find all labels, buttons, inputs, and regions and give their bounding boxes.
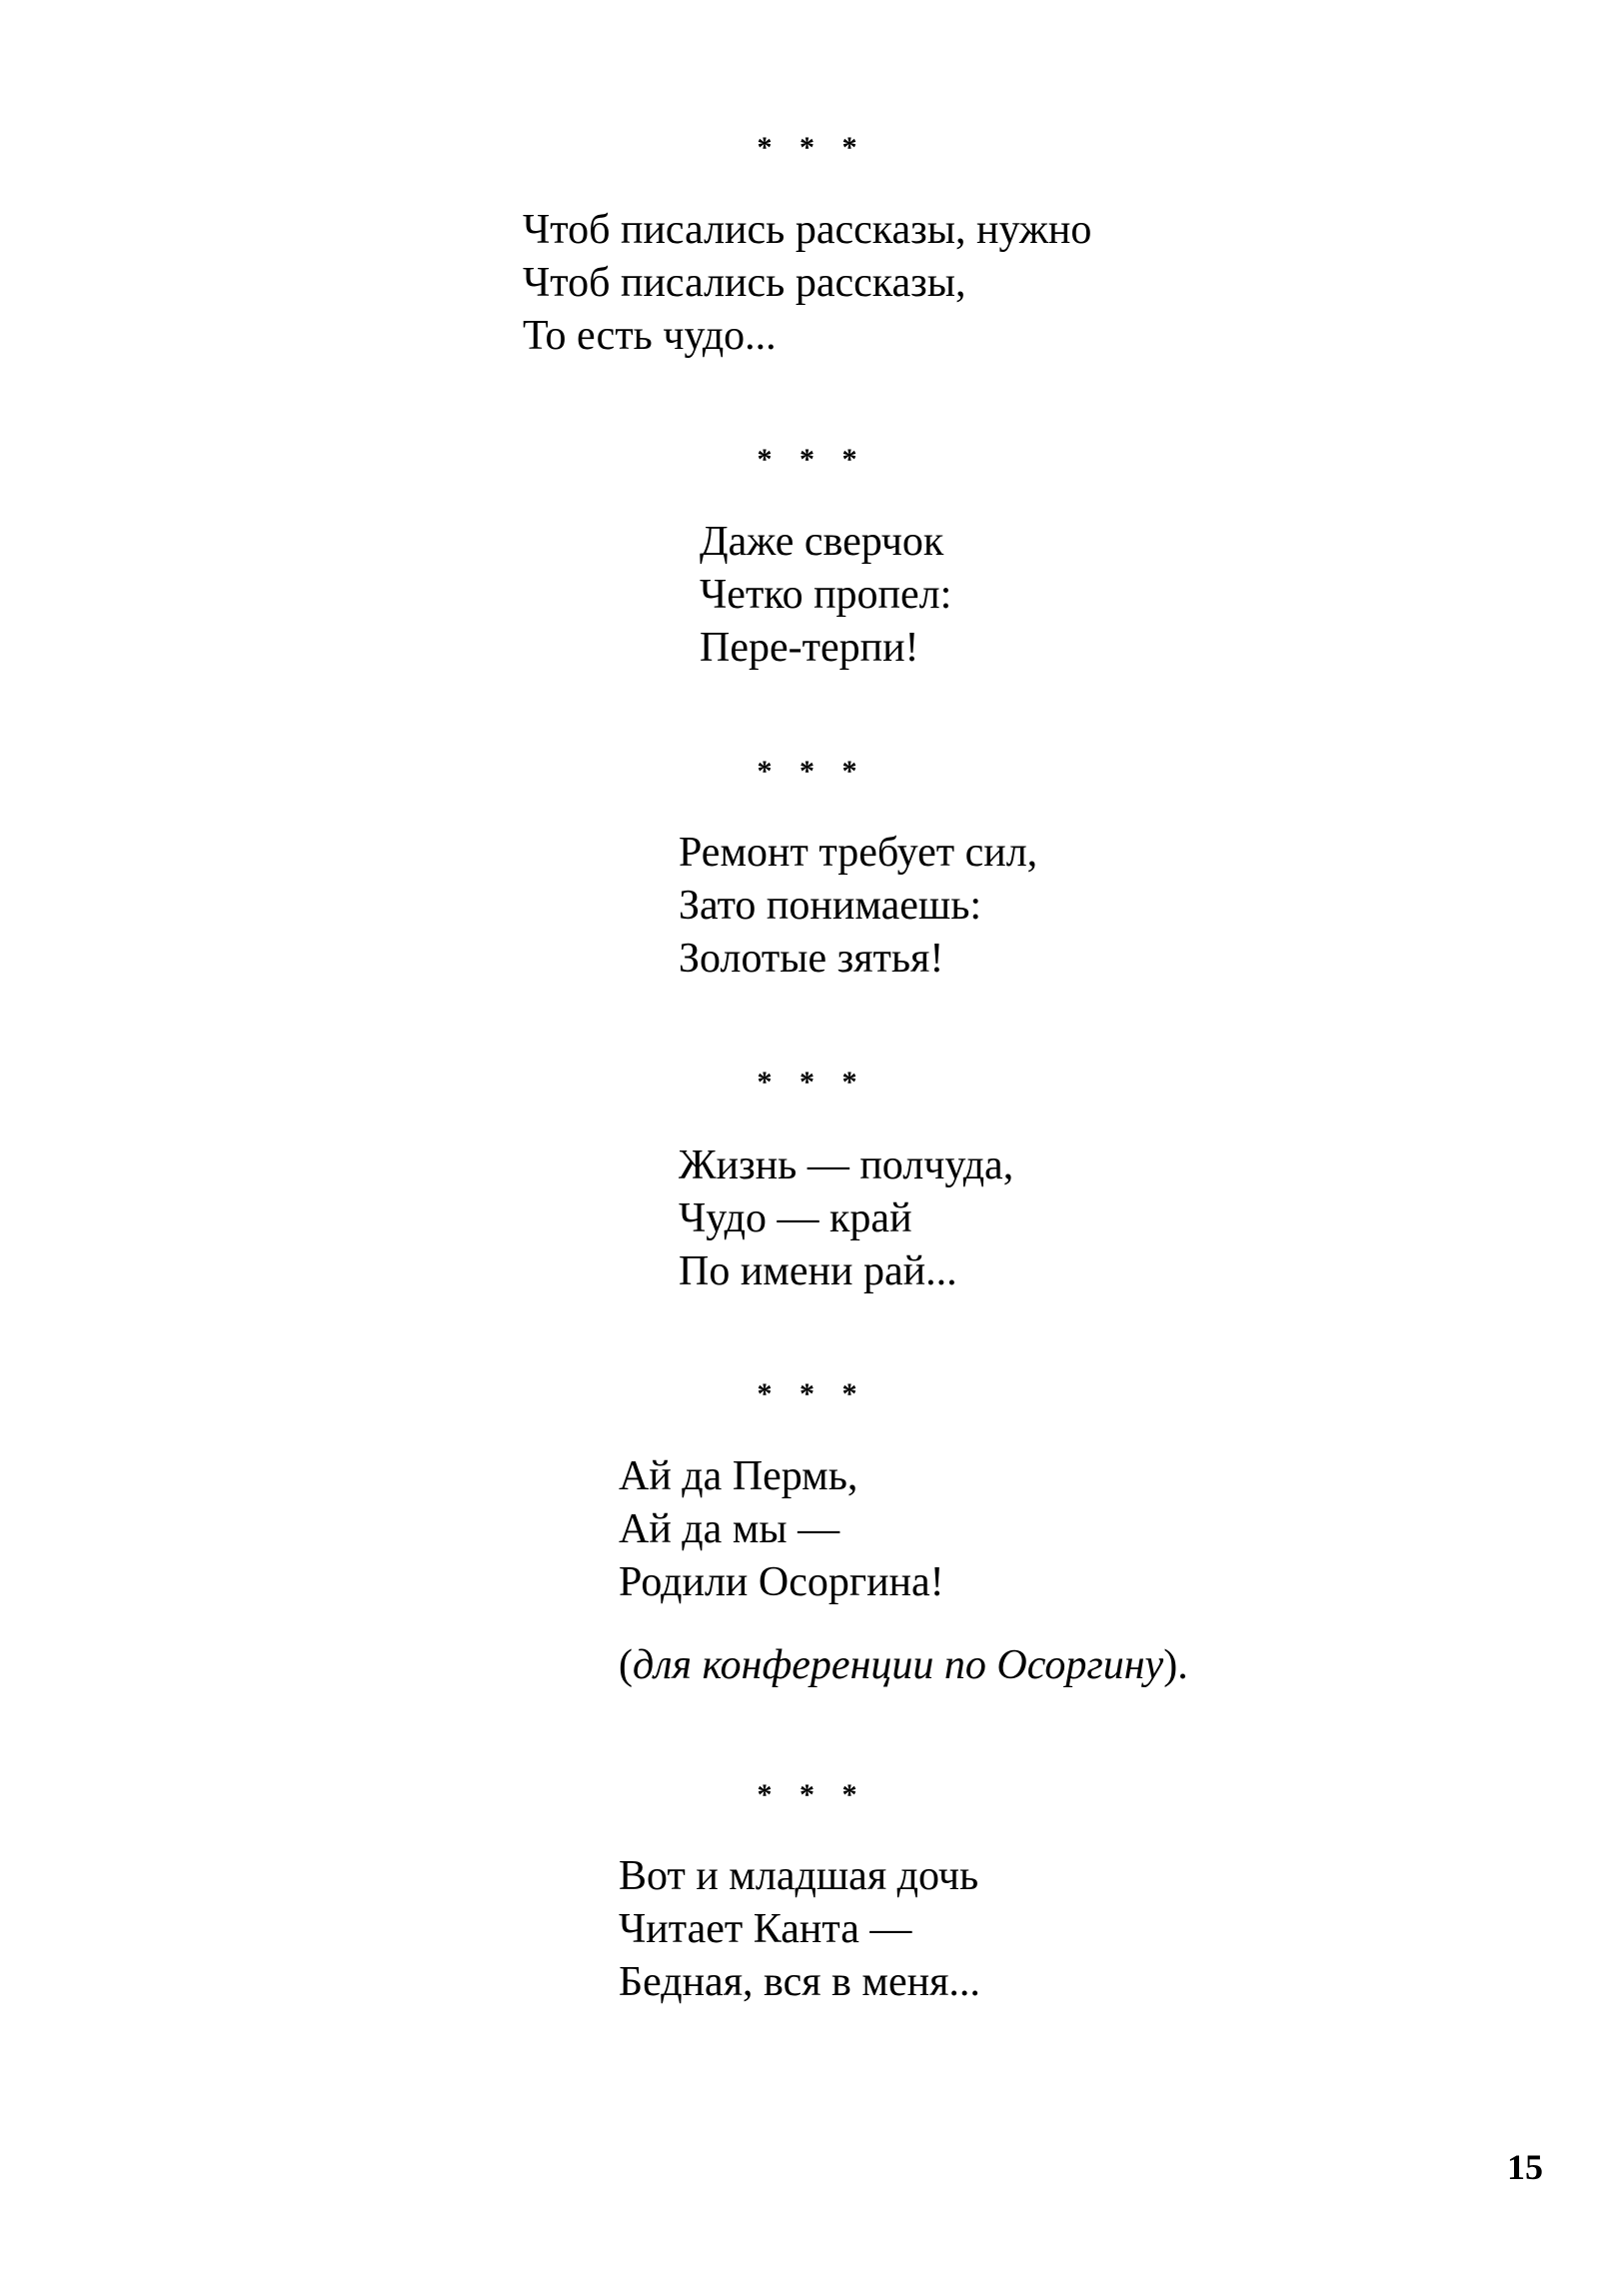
poem-4 — [679, 1140, 1013, 1298]
page-number: 15 — [1507, 2147, 1543, 2187]
poem-2 — [700, 516, 951, 675]
poem-line: Ремонт требует сил, — [679, 830, 1038, 876]
poem-6 — [619, 1850, 980, 2009]
poem-line: Чтоб писались рассказы, — [523, 260, 966, 306]
poem-line: Чтоб писались рассказы, нужно — [523, 207, 1092, 253]
poem-line: Пере-терпи! — [700, 625, 919, 671]
poem-line: По имени рай... — [679, 1248, 957, 1294]
poem-line: Жизнь — полчуда, — [679, 1143, 1014, 1188]
poem-line: Чудо — край — [679, 1195, 912, 1241]
poem-3 — [679, 827, 1037, 986]
poem-line: Ай да мы — — [619, 1506, 840, 1552]
section-separator: * * * — [757, 131, 867, 164]
poem-line: То есть чудо... — [523, 313, 777, 359]
section-separator: * * * — [757, 443, 867, 476]
section-separator: * * * — [757, 1377, 867, 1410]
section-separator: * * * — [757, 1066, 867, 1099]
poem-line: Вот и младшая дочь — [619, 1853, 979, 1899]
note-text: для конференции по Осоргину — [633, 1642, 1164, 1688]
poem-5 — [619, 1450, 944, 1609]
poem-line: Бедная, вся в меня... — [619, 1959, 980, 2005]
poem-line: Золотые зятья! — [679, 936, 944, 982]
poem-line: Даже сверчок — [700, 519, 944, 565]
poem-line: Четко пропел: — [700, 572, 952, 618]
section-separator: * * * — [757, 755, 867, 788]
poem-line: Ай да Пермь, — [619, 1453, 858, 1499]
poem-line: Читает Канта — — [619, 1906, 912, 1952]
poem-line: Зато понимаешь: — [679, 883, 982, 929]
poem-line: Родили Осоргина! — [619, 1559, 944, 1605]
poem-dedication-note — [619, 1639, 1188, 1692]
note-open-paren: ( — [619, 1642, 633, 1688]
note-close-paren: ). — [1163, 1642, 1188, 1688]
section-separator: * * * — [757, 1778, 867, 1811]
poem-1 — [523, 204, 1091, 363]
